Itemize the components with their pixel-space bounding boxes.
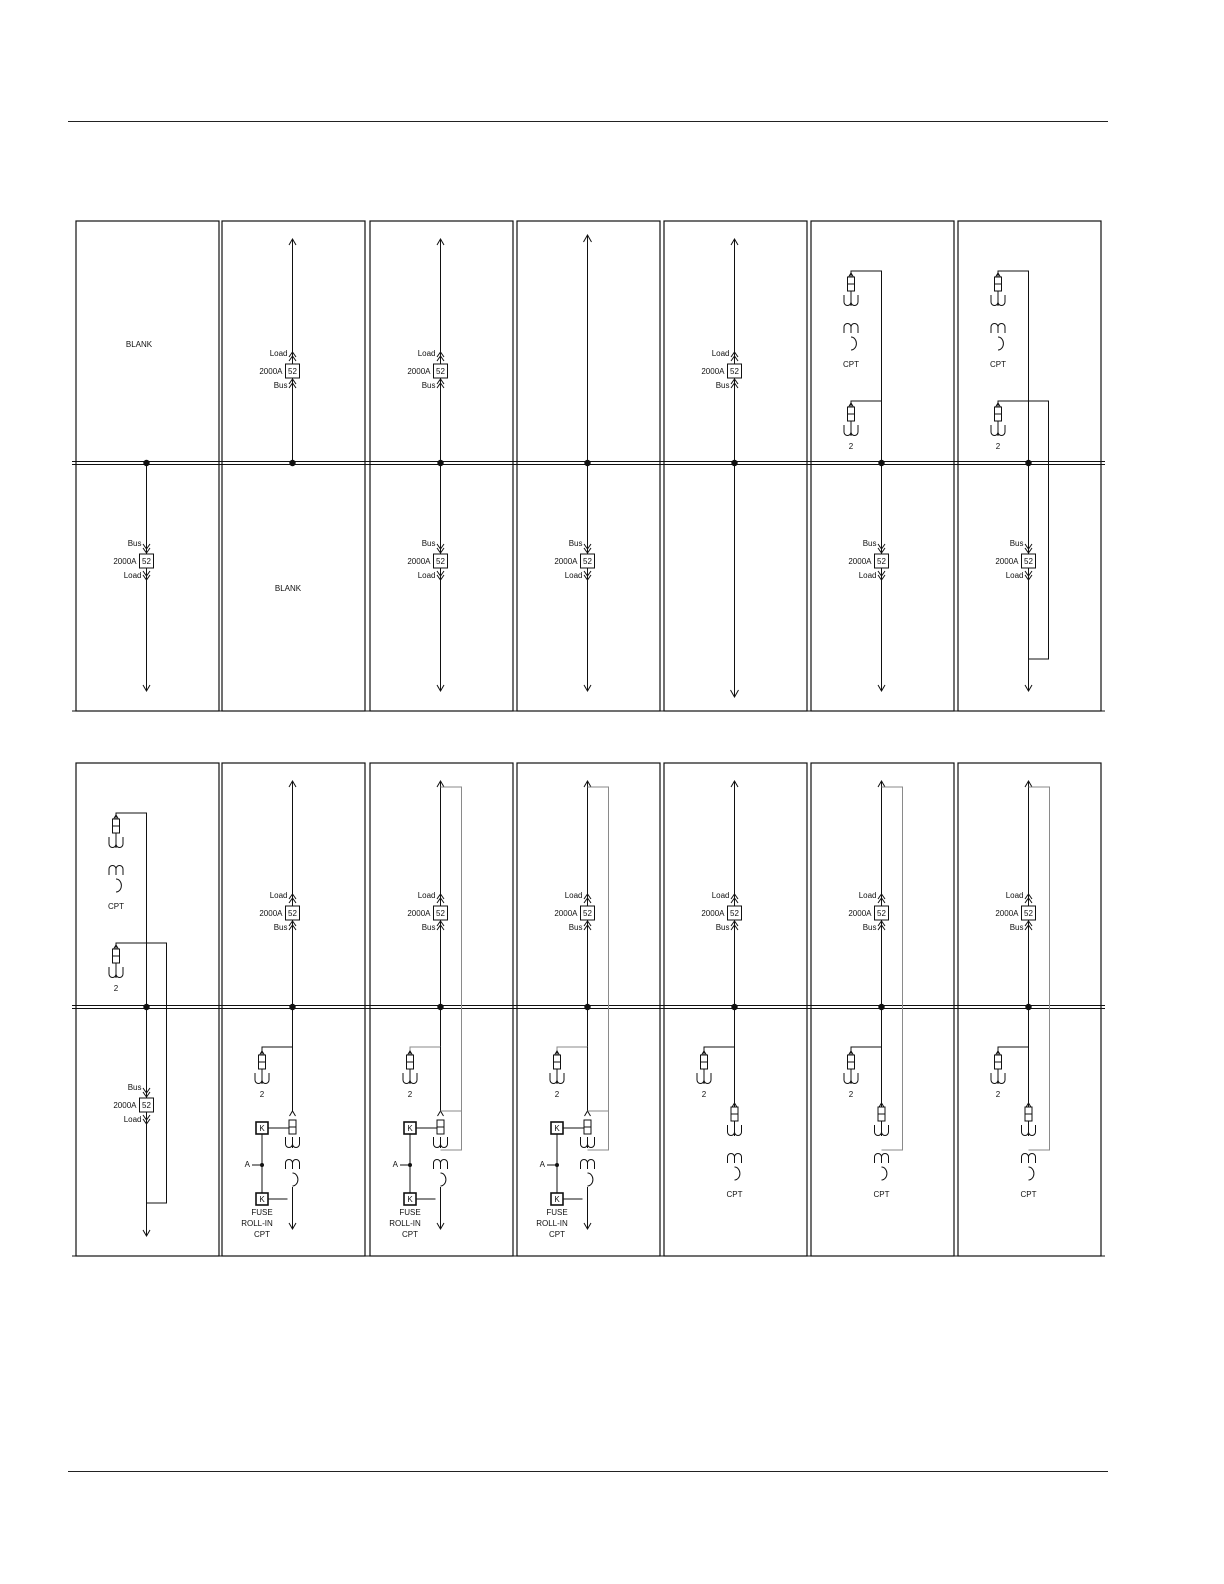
coil-path bbox=[991, 295, 1005, 306]
coil-path bbox=[109, 837, 123, 848]
fuse-icon bbox=[554, 1055, 561, 1069]
cpt-label: CPT bbox=[402, 1230, 418, 1239]
bus-junction-dot bbox=[143, 460, 149, 466]
terminal-label: Load bbox=[269, 891, 288, 900]
terminal-label: Load bbox=[417, 349, 436, 358]
terminal-label: Bus bbox=[127, 1083, 142, 1092]
terminal-label: Bus bbox=[862, 923, 877, 932]
terminal-label: Bus bbox=[1009, 923, 1024, 932]
cpt-transformer-icon bbox=[991, 324, 1005, 351]
secondary-winding bbox=[998, 337, 1003, 350]
coil-path bbox=[434, 1137, 448, 1148]
key-interlock-icon bbox=[256, 1193, 268, 1205]
breaker-52 bbox=[848, 539, 888, 580]
breaker-number: 52 bbox=[1024, 909, 1033, 918]
cell-2-4 bbox=[536, 781, 608, 1239]
breaker-52 bbox=[848, 891, 888, 932]
wire bbox=[588, 787, 609, 1111]
primary-winding bbox=[991, 324, 1005, 334]
terminal-label: Bus bbox=[273, 923, 288, 932]
wire bbox=[262, 1047, 293, 1051]
rollin-label: ROLL-IN bbox=[241, 1219, 273, 1228]
pt-coil-icon bbox=[844, 425, 858, 436]
breaker-52 bbox=[113, 539, 153, 580]
coil-path bbox=[697, 1073, 711, 1084]
rating-label: 2000A bbox=[407, 367, 431, 376]
fuse-icon bbox=[407, 1055, 414, 1069]
terminal-label: Load bbox=[123, 571, 142, 580]
terminal-label: Bus bbox=[127, 539, 142, 548]
fuse-icon bbox=[259, 1055, 266, 1069]
bus-junction-dot bbox=[437, 1004, 443, 1010]
pt-coil-icon bbox=[875, 1125, 889, 1136]
disconnect-up-icon bbox=[290, 1111, 296, 1116]
key-interlock-icon bbox=[404, 1193, 416, 1205]
coil-path bbox=[1022, 1125, 1036, 1136]
coil-path bbox=[844, 1073, 858, 1084]
cell-1-7 bbox=[990, 271, 1049, 691]
coil-path bbox=[109, 967, 123, 978]
key-label: K bbox=[554, 1124, 560, 1133]
cell-2-6 bbox=[844, 781, 903, 1199]
terminal-label: Bus bbox=[1009, 539, 1024, 548]
blank-label: BLANK bbox=[274, 584, 302, 593]
rating-label: 2000A bbox=[848, 557, 872, 566]
key-interlock-icon bbox=[404, 1122, 416, 1134]
breaker-number: 52 bbox=[436, 909, 445, 918]
breaker-52 bbox=[259, 891, 299, 932]
cpt-transformer-icon bbox=[434, 1160, 448, 1186]
breaker-number: 52 bbox=[288, 909, 297, 918]
breaker-52 bbox=[995, 539, 1035, 580]
terminal-label: Bus bbox=[715, 381, 730, 390]
breaker-number: 52 bbox=[730, 367, 739, 376]
coil-path bbox=[403, 1073, 417, 1084]
count-label: 2 bbox=[995, 442, 1001, 451]
rating-label: 2000A bbox=[848, 909, 872, 918]
cpt-label: CPT bbox=[549, 1230, 565, 1239]
cell-1-4 bbox=[554, 235, 594, 691]
fuse-icon bbox=[113, 819, 120, 833]
cell-2-5 bbox=[697, 781, 743, 1199]
secondary-winding bbox=[588, 1173, 593, 1186]
terminal-label: Load bbox=[269, 349, 288, 358]
cell-1-1 bbox=[113, 340, 153, 691]
cpt-transformer-icon bbox=[109, 866, 123, 893]
bus-junction-dot bbox=[878, 1004, 884, 1010]
breaker-52 bbox=[701, 349, 741, 390]
fuse-icon bbox=[1025, 1107, 1032, 1121]
cpt-stack bbox=[990, 273, 1006, 369]
disconnect-up-icon bbox=[438, 1111, 444, 1116]
pt-coil-icon bbox=[109, 967, 123, 978]
fuse-icon bbox=[437, 1120, 444, 1134]
breaker-52 bbox=[259, 349, 299, 390]
secondary-winding bbox=[1029, 1167, 1034, 1180]
cpt-stack bbox=[108, 815, 124, 911]
terminal-label: Load bbox=[564, 891, 583, 900]
breaker-52 bbox=[407, 539, 447, 580]
count-label: 2 bbox=[848, 1090, 854, 1099]
fuse-icon bbox=[731, 1107, 738, 1121]
cpt-stack bbox=[1021, 1103, 1037, 1199]
pt-coil-icon bbox=[286, 1137, 300, 1148]
wire bbox=[1029, 401, 1049, 659]
breaker-number: 52 bbox=[877, 557, 886, 566]
terminal-label: Load bbox=[858, 891, 877, 900]
pt-coil-icon bbox=[1022, 1125, 1036, 1136]
terminal-label: Bus bbox=[273, 381, 288, 390]
bus-junction-dot bbox=[437, 460, 443, 466]
coil-path bbox=[875, 1125, 889, 1136]
terminal-label: Bus bbox=[568, 923, 583, 932]
terminal-label: Load bbox=[858, 571, 877, 580]
cell-2-1 bbox=[108, 813, 167, 1236]
terminal-label: Load bbox=[711, 349, 730, 358]
breaker-52 bbox=[701, 891, 741, 932]
a-label: A bbox=[244, 1160, 250, 1169]
coil-path bbox=[991, 425, 1005, 436]
cell-contents bbox=[108, 235, 1050, 1239]
key-label: K bbox=[407, 1195, 413, 1204]
breaker-52 bbox=[407, 349, 447, 390]
bus-junction-dot bbox=[289, 1004, 295, 1010]
breaker-52 bbox=[554, 539, 594, 580]
secondary-winding bbox=[116, 879, 121, 892]
coil-path bbox=[255, 1073, 269, 1084]
pt-coil-icon bbox=[255, 1073, 269, 1084]
wire bbox=[588, 787, 609, 1150]
coil-path bbox=[844, 425, 858, 436]
fuse-label: FUSE bbox=[546, 1208, 568, 1217]
wire bbox=[998, 401, 1029, 403]
breaker-52 bbox=[554, 891, 594, 932]
cell-frames bbox=[72, 221, 1105, 1256]
pt-coil-icon bbox=[991, 1073, 1005, 1084]
rating-label: 2000A bbox=[701, 909, 725, 918]
breaker-number: 52 bbox=[436, 367, 445, 376]
cpt-label: CPT bbox=[1020, 1190, 1037, 1199]
pt-stack bbox=[255, 1051, 269, 1099]
cell-1-6 bbox=[843, 271, 889, 691]
wire bbox=[557, 1047, 588, 1051]
bus-junction-dot bbox=[1025, 460, 1031, 466]
wire bbox=[410, 1047, 441, 1051]
cpt-stack bbox=[727, 1103, 743, 1199]
wire bbox=[851, 1047, 882, 1051]
terminal-label: Bus bbox=[568, 539, 583, 548]
a-label: A bbox=[392, 1160, 398, 1169]
cpt-transformer-icon bbox=[286, 1160, 300, 1186]
primary-winding bbox=[109, 866, 123, 876]
cpt-transformer-icon bbox=[875, 1154, 889, 1181]
blank-label: BLANK bbox=[125, 340, 153, 349]
primary-winding bbox=[434, 1160, 448, 1169]
cell-1-2 bbox=[259, 239, 301, 593]
pt-stack bbox=[991, 403, 1005, 451]
breaker-number: 52 bbox=[583, 909, 592, 918]
terminal-label: Load bbox=[417, 891, 436, 900]
fuse-icon bbox=[848, 1055, 855, 1069]
rating-label: 2000A bbox=[995, 909, 1019, 918]
coil-path bbox=[991, 1073, 1005, 1084]
terminal-label: Load bbox=[1005, 571, 1024, 580]
wire bbox=[851, 401, 882, 403]
cpt-transformer-icon bbox=[581, 1160, 595, 1186]
breaker-number: 52 bbox=[1024, 557, 1033, 566]
pt-coil-icon bbox=[844, 295, 858, 306]
a-label: A bbox=[539, 1160, 545, 1169]
pt-coil-icon bbox=[697, 1073, 711, 1084]
wire bbox=[441, 787, 462, 1150]
secondary-winding bbox=[293, 1173, 298, 1186]
pt-stack bbox=[844, 1051, 858, 1099]
key-interlock-icon bbox=[551, 1122, 563, 1134]
bus-junction-dot bbox=[878, 460, 884, 466]
breaker-52 bbox=[995, 891, 1035, 932]
bus-junction-dot bbox=[1025, 1004, 1031, 1010]
wire bbox=[1029, 787, 1050, 1150]
rating-label: 2000A bbox=[407, 557, 431, 566]
bus-junction-dot bbox=[731, 1004, 737, 1010]
cpt-label: CPT bbox=[108, 902, 124, 911]
key-interlock-icon bbox=[551, 1193, 563, 1205]
rating-label: 2000A bbox=[554, 909, 578, 918]
rollin-label: ROLL-IN bbox=[389, 1219, 421, 1228]
junction-dot bbox=[408, 1163, 412, 1167]
breaker-number: 52 bbox=[288, 367, 297, 376]
primary-winding bbox=[844, 324, 858, 334]
breaker-52 bbox=[407, 891, 447, 932]
fuse-label: FUSE bbox=[399, 1208, 421, 1217]
cpt-transformer-icon bbox=[1022, 1154, 1036, 1181]
terminal-label: Bus bbox=[421, 539, 436, 548]
bus-junction-dot bbox=[289, 460, 295, 466]
coil-path bbox=[286, 1137, 300, 1148]
disconnect-up-icon bbox=[585, 1111, 591, 1116]
pt-coil-icon bbox=[109, 837, 123, 848]
pt-stack bbox=[109, 945, 123, 993]
cpt-stack bbox=[843, 273, 859, 369]
coil-path bbox=[728, 1125, 742, 1136]
pt-coil-icon bbox=[550, 1073, 564, 1084]
fuse-icon bbox=[584, 1120, 591, 1134]
cpt-transformer-icon bbox=[844, 324, 858, 351]
key-label: K bbox=[554, 1195, 560, 1204]
cpt-label: CPT bbox=[873, 1190, 890, 1199]
primary-winding bbox=[875, 1154, 889, 1164]
pt-coil-icon bbox=[434, 1137, 448, 1148]
terminal-label: Load bbox=[123, 1115, 142, 1124]
coil-path bbox=[550, 1073, 564, 1084]
key-label: K bbox=[259, 1124, 265, 1133]
fuse-icon bbox=[878, 1107, 885, 1121]
pt-coil-icon bbox=[844, 1073, 858, 1084]
fuse-icon bbox=[848, 407, 855, 421]
count-label: 2 bbox=[701, 1090, 707, 1099]
rating-label: 2000A bbox=[701, 367, 725, 376]
count-label: 2 bbox=[407, 1090, 413, 1099]
breaker-number: 52 bbox=[142, 1101, 151, 1110]
secondary-winding bbox=[851, 337, 856, 350]
fuse-icon bbox=[701, 1055, 708, 1069]
cpt-label: CPT bbox=[726, 1190, 743, 1199]
wire bbox=[441, 787, 462, 1111]
coil-path bbox=[844, 295, 858, 306]
breaker-number: 52 bbox=[436, 557, 445, 566]
primary-winding bbox=[728, 1154, 742, 1164]
cell-1-5 bbox=[701, 239, 741, 697]
pt-stack bbox=[991, 1051, 1005, 1099]
breaker-number: 52 bbox=[142, 557, 151, 566]
cpt-stack bbox=[874, 1103, 890, 1199]
rating-label: 2000A bbox=[259, 909, 283, 918]
wire bbox=[116, 943, 147, 945]
pt-stack bbox=[403, 1051, 417, 1099]
count-label: 2 bbox=[995, 1090, 1001, 1099]
key-interlock-icon bbox=[256, 1122, 268, 1134]
cpt-label: CPT bbox=[843, 360, 859, 369]
rating-label: 2000A bbox=[554, 557, 578, 566]
rating-label: 2000A bbox=[259, 367, 283, 376]
bus-junction-dot bbox=[584, 460, 590, 466]
pt-stack bbox=[550, 1051, 564, 1099]
rating-label: 2000A bbox=[113, 557, 137, 566]
bus-junction-dot bbox=[584, 1004, 590, 1010]
pt-coil-icon bbox=[991, 425, 1005, 436]
secondary-winding bbox=[441, 1173, 446, 1186]
terminal-label: Bus bbox=[715, 923, 730, 932]
fuse-icon bbox=[995, 407, 1002, 421]
fuse-icon bbox=[289, 1120, 296, 1134]
secondary-winding bbox=[882, 1167, 887, 1180]
fuse-label: FUSE bbox=[251, 1208, 273, 1217]
pt-coil-icon bbox=[403, 1073, 417, 1084]
pt-coil-icon bbox=[581, 1137, 595, 1148]
rating-label: 2000A bbox=[113, 1101, 137, 1110]
cell-2-7 bbox=[991, 781, 1050, 1199]
primary-winding bbox=[1022, 1154, 1036, 1164]
fuse-icon bbox=[848, 277, 855, 291]
pt-stack bbox=[844, 403, 858, 451]
breaker-number: 52 bbox=[730, 909, 739, 918]
fuse-icon bbox=[995, 1055, 1002, 1069]
cell-2-2 bbox=[241, 781, 299, 1239]
cpt-label: CPT bbox=[990, 360, 1006, 369]
terminal-label: Bus bbox=[862, 539, 877, 548]
wire bbox=[147, 943, 167, 1203]
count-label: 2 bbox=[259, 1090, 265, 1099]
wire bbox=[882, 787, 903, 1150]
primary-winding bbox=[286, 1160, 300, 1169]
pt-coil-icon bbox=[728, 1125, 742, 1136]
wire bbox=[704, 1047, 735, 1051]
count-label: 2 bbox=[554, 1090, 560, 1099]
fuse-icon bbox=[995, 277, 1002, 291]
cpt-transformer-icon bbox=[728, 1154, 742, 1181]
pt-coil-icon bbox=[991, 295, 1005, 306]
junction-dot bbox=[260, 1163, 264, 1167]
breaker-52 bbox=[113, 1083, 153, 1124]
pt-stack bbox=[697, 1051, 711, 1099]
terminal-label: Load bbox=[564, 571, 583, 580]
rating-label: 2000A bbox=[995, 557, 1019, 566]
coil-path bbox=[581, 1137, 595, 1148]
wire bbox=[998, 1047, 1029, 1051]
rollin-label: ROLL-IN bbox=[536, 1219, 568, 1228]
key-label: K bbox=[259, 1195, 265, 1204]
junction-dot bbox=[555, 1163, 559, 1167]
bus-junction-dot bbox=[143, 1004, 149, 1010]
terminal-label: Load bbox=[417, 571, 436, 580]
terminal-label: Load bbox=[1005, 891, 1024, 900]
cell-2-3 bbox=[389, 781, 461, 1239]
secondary-winding bbox=[735, 1167, 740, 1180]
cpt-label: CPT bbox=[254, 1230, 270, 1239]
primary-winding bbox=[581, 1160, 595, 1169]
bus-junction-dot bbox=[731, 460, 737, 466]
breaker-number: 52 bbox=[877, 909, 886, 918]
key-label: K bbox=[407, 1124, 413, 1133]
terminal-label: Load bbox=[711, 891, 730, 900]
count-label: 2 bbox=[113, 984, 119, 993]
terminal-label: Bus bbox=[421, 923, 436, 932]
count-label: 2 bbox=[848, 442, 854, 451]
breaker-number: 52 bbox=[583, 557, 592, 566]
fuse-icon bbox=[113, 949, 120, 963]
rating-label: 2000A bbox=[407, 909, 431, 918]
terminal-label: Bus bbox=[421, 381, 436, 390]
